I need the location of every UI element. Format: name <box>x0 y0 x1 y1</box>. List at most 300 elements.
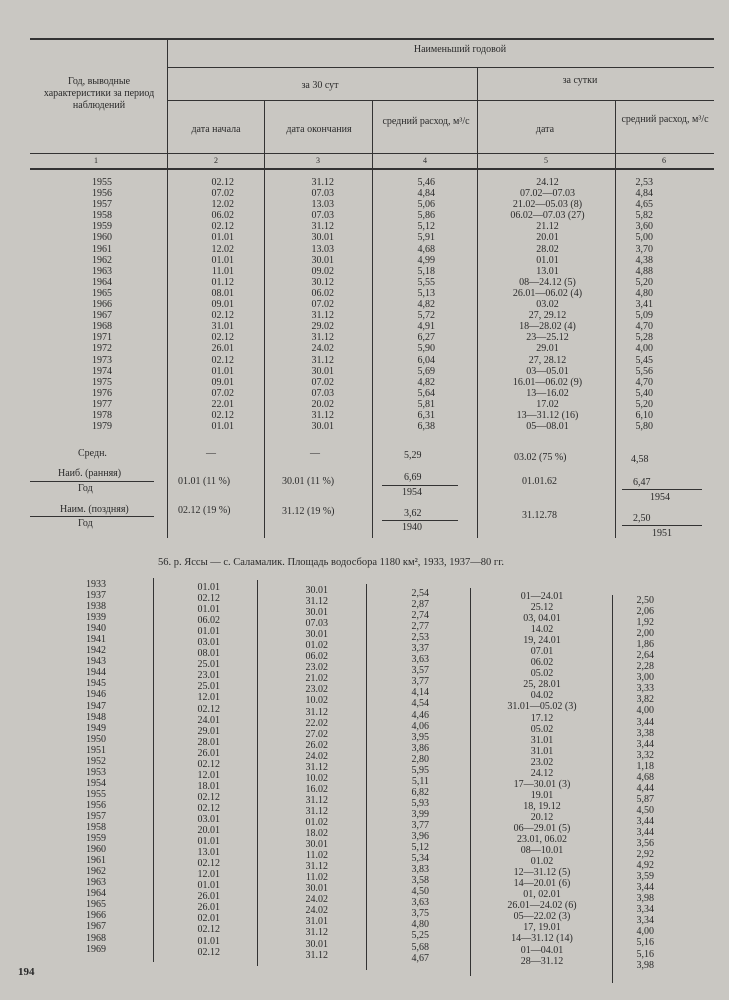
table-cell-day-date: 23.02 <box>530 756 554 768</box>
table-cell-q30: 5,18 <box>417 265 435 277</box>
max-qday: 6,47 <box>633 477 651 488</box>
table-cell-year: 1955 <box>86 788 106 800</box>
table2-day-dates <box>480 591 604 967</box>
col3-header: дата окончания <box>286 124 352 135</box>
table-cell-year: 1941 <box>86 634 106 646</box>
table-cell-q30: 5,93 <box>411 797 429 809</box>
table1-day-dates <box>490 177 605 432</box>
table-cell-qday: 4,92 <box>636 860 654 872</box>
table-cell-qday: 4,38 <box>635 254 653 266</box>
table-cell-start-date: 24.01 <box>197 714 220 726</box>
table-cell-start-date: 01.12 <box>211 276 234 288</box>
table-cell-end-date: 30.01 <box>305 607 328 619</box>
table-cell-start-date: 25.01 <box>197 659 220 671</box>
table-cell-end-date: 11.02 <box>305 850 328 862</box>
table-cell-q30: 2,53 <box>411 632 429 644</box>
table-cell-year: 1964 <box>92 276 112 288</box>
table-cell-day-date: 28—31.12 <box>520 955 564 967</box>
table-cell-day-date: 27, 28.12 <box>528 354 567 366</box>
table-cell-qday: 4,84 <box>635 188 653 200</box>
table-cell-q30: 5,12 <box>417 221 435 233</box>
table-cell-day-date: 12—31.12 (5) <box>513 867 571 879</box>
table-cell-day-date: 06.02 <box>530 657 554 669</box>
table-cell-year: 1967 <box>92 310 112 322</box>
table-cell-year: 1957 <box>92 199 112 211</box>
table-cell-year: 1965 <box>86 899 106 911</box>
table-cell-start-date: 02.12 <box>197 758 220 770</box>
table-cell-q30: 2,87 <box>411 599 429 611</box>
mean-dash-start: — <box>206 448 216 459</box>
table-cell-end-date: 30.01 <box>305 938 328 950</box>
table-cell-start-date: 03.01 <box>197 813 220 825</box>
table-cell-end-date: 10.02 <box>305 772 328 784</box>
table-cell-year: 1977 <box>92 398 112 410</box>
table-cell-day-date: 20.01 <box>536 232 559 244</box>
table-cell-qday: 5,09 <box>635 310 653 322</box>
table-cell-year: 1940 <box>86 623 106 635</box>
table-cell-qday: 2,50 <box>636 595 654 606</box>
table-cell-day-date: 24.12 <box>536 177 559 188</box>
table-cell-year: 1954 <box>86 777 106 789</box>
mean-day: 03.02 (75 %) <box>514 452 567 463</box>
table-cell-end-date: 31.12 <box>305 794 328 806</box>
table-cell-start-date: 07.02 <box>211 188 234 200</box>
table-cell-qday: 5,87 <box>636 793 654 805</box>
table-cell-year: 1939 <box>86 612 106 624</box>
index-3: 3 <box>316 156 320 165</box>
colhead-rule <box>168 100 714 101</box>
table-cell-start-date: 02.01 <box>197 913 220 925</box>
min-year-label: Год <box>78 518 93 529</box>
table-cell-q30: 2,74 <box>411 610 429 622</box>
table-cell-year: 1953 <box>86 766 106 778</box>
table-cell-year: 1951 <box>86 744 106 756</box>
table-cell-end-date: 31.12 <box>305 596 328 608</box>
table-cell-qday: 3,82 <box>636 694 654 706</box>
min-qday-rule <box>622 525 702 526</box>
table-cell-year: 1937 <box>86 590 106 602</box>
table-cell-year: 1978 <box>92 409 112 421</box>
table-cell-q30: 3,63 <box>411 654 429 666</box>
table-cell-year: 1960 <box>92 232 112 244</box>
table-cell-qday: 2,28 <box>636 661 654 673</box>
table-cell-q30: 5,81 <box>417 398 435 410</box>
table-cell-end-date: 07.03 <box>311 387 334 399</box>
min-label: Наим. (поздняя) <box>60 504 129 515</box>
table-cell-q30: 5,95 <box>411 764 429 776</box>
table-cell-start-date: 08.01 <box>197 648 220 660</box>
table-cell-end-date: 01.02 <box>305 640 328 652</box>
table-cell-start-date: 11.01 <box>211 265 234 277</box>
table-cell-end-date: 21.02 <box>305 673 328 685</box>
table-cell-q30: 4,67 <box>411 952 429 964</box>
table-cell-qday: 3,44 <box>636 826 654 838</box>
table-cell-q30: 3,75 <box>411 908 429 920</box>
table-cell-end-date: 07.02 <box>311 376 334 388</box>
table-cell-q30: 3,83 <box>411 864 429 876</box>
mean-dash-end: — <box>310 448 320 459</box>
table-cell-end-date: 07.02 <box>311 299 334 311</box>
table-cell-q30: 5,06 <box>417 199 435 211</box>
table1-qday <box>625 177 653 432</box>
table-cell-start-date: 02.12 <box>197 858 220 870</box>
table-cell-day-date: 23.01, 06.02 <box>517 834 567 846</box>
table-cell-year: 1966 <box>92 299 112 311</box>
table-cell-start-date: 01.01 <box>197 604 220 616</box>
max-year-q30: 1954 <box>402 487 422 498</box>
table-cell-end-date: 24.02 <box>305 750 328 762</box>
table-cell-qday: 4,70 <box>635 321 653 333</box>
table-cell-qday: 4,00 <box>636 705 654 717</box>
table-cell-day-date: 29.01 <box>536 343 559 355</box>
table-cell-year: 1963 <box>86 877 106 889</box>
mean-label: Средн. <box>78 448 107 459</box>
table-cell-start-date: 01.01 <box>211 232 234 244</box>
table-cell-qday: 6,10 <box>635 409 653 421</box>
table2-years <box>64 579 106 955</box>
max-start: 01.01 (11 %) <box>178 476 231 487</box>
col5-header: дата <box>535 124 555 135</box>
table-cell-start-date: 01.01 <box>211 365 234 377</box>
table-cell-year: 1969 <box>86 943 106 955</box>
table-cell-year: 1956 <box>86 799 106 811</box>
table-cell-start-date: 26.01 <box>197 891 220 903</box>
max-label-rule <box>30 481 154 482</box>
table-cell-start-date: 28.01 <box>197 736 220 748</box>
table-cell-end-date: 30.01 <box>305 585 328 596</box>
max-q30: 6,69 <box>404 472 422 483</box>
table-cell-start-date: 26.01 <box>197 747 220 759</box>
table-cell-q30: 5,69 <box>417 365 435 377</box>
table-cell-q30: 5,25 <box>411 930 429 942</box>
table-cell-year: 1943 <box>86 656 106 668</box>
table-cell-qday: 3,34 <box>636 904 654 916</box>
table-cell-q30: 5,55 <box>417 276 435 288</box>
table-cell-qday: 1,86 <box>636 639 654 651</box>
table-cell-day-date: 06.02—07.03 (27) <box>510 210 585 222</box>
table-cell-year: 1950 <box>86 733 106 745</box>
table-cell-q30: 3,58 <box>411 875 429 887</box>
index-2: 2 <box>214 156 218 165</box>
table-cell-start-date: 12.02 <box>211 199 234 211</box>
table1-years <box>70 177 112 432</box>
table-cell-q30: 5,72 <box>417 310 435 322</box>
table-cell-qday: 5,20 <box>635 276 653 288</box>
table-cell-start-date: 02.12 <box>211 221 234 233</box>
col2-header: дата начала <box>191 124 241 135</box>
table-cell-qday: 3,44 <box>636 716 654 728</box>
table-cell-year: 1942 <box>86 645 106 657</box>
table-cell-end-date: 30.01 <box>311 232 334 244</box>
table-cell-year: 1979 <box>92 421 112 433</box>
table-cell-start-date: 12.01 <box>197 769 220 781</box>
table-cell-qday: 4,00 <box>635 343 653 355</box>
table-cell-qday: 3,32 <box>636 749 654 761</box>
table-cell-qday: 3,44 <box>636 738 654 750</box>
table-cell-qday: 2,53 <box>635 177 653 188</box>
table-cell-q30: 4,99 <box>417 254 435 266</box>
table-cell-qday: 5,16 <box>636 937 654 949</box>
table-cell-end-date: 30.01 <box>305 839 328 851</box>
table-cell-qday: 5,40 <box>635 387 653 399</box>
table-cell-qday: 3,98 <box>636 893 654 905</box>
table-cell-start-date: 25.01 <box>197 681 220 693</box>
table-cell-q30: 3,57 <box>411 665 429 677</box>
table-cell-day-date: 01—04.01 <box>520 944 564 956</box>
table-cell-day-date: 23—25.12 <box>526 332 569 344</box>
table-cell-end-date: 07.03 <box>305 618 328 630</box>
table-cell-day-date: 18, 19.12 <box>523 800 561 812</box>
table-cell-year: 1976 <box>92 387 112 399</box>
table-cell-end-date: 06.02 <box>305 651 328 663</box>
table-cell-day-date: 19.01 <box>530 789 554 801</box>
table-cell-end-date: 31.12 <box>305 927 328 939</box>
table-cell-start-date: 01.01 <box>197 880 220 892</box>
table-cell-start-date: 12.01 <box>197 692 220 704</box>
table-cell-end-date: 24.02 <box>311 343 334 355</box>
table-cell-end-date: 31.12 <box>305 861 328 873</box>
table-cell-qday: 4,65 <box>635 199 653 211</box>
station-caption: 56. р. Яссы — с. Саламалик. Площадь водосбора 1180 км², 1933, 1937—80 гг. <box>158 557 504 568</box>
table-cell-end-date: 31.12 <box>305 805 328 817</box>
table-cell-end-date: 22.02 <box>305 717 328 729</box>
table-cell-day-date: 04.02 <box>530 690 554 702</box>
table-cell-start-date: 02.12 <box>197 946 220 958</box>
table-cell-start-date: 12.01 <box>197 869 220 881</box>
table-cell-day-date: 19, 24.01 <box>523 635 561 647</box>
table-cell-day-date: 17—30.01 (3) <box>513 778 571 790</box>
mean-q30: 5,29 <box>404 450 422 461</box>
table-cell-q30: 2,77 <box>411 621 429 633</box>
table-cell-end-date: 26.02 <box>305 739 328 751</box>
min-qday: 2,50 <box>633 513 651 524</box>
table-cell-start-date: 02.12 <box>211 310 234 322</box>
table-cell-day-date: 14—31.12 (14) <box>511 933 573 945</box>
table-cell-end-date: 20.02 <box>311 398 334 410</box>
table-cell-q30: 5,64 <box>417 387 435 399</box>
table-cell-end-date: 30.12 <box>311 276 334 288</box>
table-cell-qday: 3,33 <box>636 683 654 695</box>
table-cell-year: 1968 <box>86 932 106 944</box>
table-cell-q30: 5,86 <box>417 210 435 222</box>
table-cell-day-date: 13—16.02 <box>526 387 569 399</box>
table-cell-end-date: 27.02 <box>305 728 328 740</box>
table-cell-end-date: 24.02 <box>305 905 328 917</box>
table-cell-q30: 6,27 <box>417 332 435 344</box>
table-cell-start-date: 18.01 <box>197 780 220 792</box>
table-cell-start-date: 06.02 <box>197 615 220 627</box>
table-cell-year: 1946 <box>86 689 106 701</box>
table-cell-end-date: 07.03 <box>311 210 334 222</box>
table-cell-start-date: 26.01 <box>211 343 234 355</box>
table-cell-day-date: 03, 04.01 <box>523 613 561 625</box>
table-cell-end-date: 18.02 <box>305 828 328 840</box>
table-cell-day-date: 24.12 <box>530 767 554 779</box>
index-5: 5 <box>544 156 548 165</box>
table-cell-start-date: 31.01 <box>211 321 234 333</box>
table-cell-q30: 3,77 <box>411 819 429 831</box>
table-cell-day-date: 25, 28.01 <box>523 679 561 691</box>
table-cell-end-date: 23.02 <box>305 684 328 696</box>
table-cell-q30: 5,68 <box>411 941 429 953</box>
table-cell-q30: 4,46 <box>411 709 429 721</box>
table-cell-start-date: 02.12 <box>211 332 234 344</box>
table-cell-start-date: 02.12 <box>211 354 234 366</box>
table-cell-q30: 4,06 <box>411 720 429 732</box>
table-cell-qday: 3,34 <box>636 915 654 927</box>
min-year-day: 1951 <box>652 528 672 539</box>
max-end: 30.01 (11 %) <box>282 476 335 487</box>
table-cell-end-date: 31.12 <box>305 949 328 961</box>
table-cell-day-date: 31.01—05.02 (3) <box>507 701 577 713</box>
table-cell-day-date: 13.01 <box>536 265 559 277</box>
table-cell-qday: 5,80 <box>635 421 653 433</box>
table-cell-year: 1966 <box>86 910 106 922</box>
table-cell-day-date: 01, 02.01 <box>523 889 561 901</box>
table-cell-year: 1964 <box>86 888 106 900</box>
table-cell-q30: 4,91 <box>417 321 435 333</box>
table-cell-day-date: 31.01 <box>530 745 554 757</box>
table-cell-start-date: 01.01 <box>197 836 220 848</box>
table2-qday <box>620 595 654 971</box>
table-cell-day-date: 17.02 <box>536 398 559 410</box>
table-cell-day-date: 28.02 <box>536 243 559 255</box>
table-cell-start-date: 02.12 <box>197 802 220 814</box>
table-cell-qday: 4,68 <box>636 771 654 783</box>
table-cell-qday: 4,80 <box>635 287 653 299</box>
table-cell-end-date: 31.12 <box>311 354 334 366</box>
table-cell-day-date: 17.12 <box>530 712 554 724</box>
table-cell-q30: 3,37 <box>411 643 429 655</box>
table-cell-year: 1947 <box>86 700 106 712</box>
table-cell-qday: 3,38 <box>636 727 654 739</box>
table-cell-qday: 2,92 <box>636 849 654 861</box>
table-cell-day-date: 05.02 <box>530 668 554 680</box>
table-cell-start-date: 03.01 <box>197 637 220 649</box>
table-cell-q30: 3,96 <box>411 831 429 843</box>
table-cell-year: 1968 <box>92 321 112 333</box>
table-cell-end-date: 01.02 <box>305 816 328 828</box>
table-cell-q30: 4,80 <box>411 919 429 931</box>
table-cell-end-date: 31.12 <box>305 706 328 718</box>
table-cell-year: 1962 <box>92 254 112 266</box>
group-title: Наименьший годовой <box>413 44 507 55</box>
table-cell-year: 1960 <box>86 844 106 856</box>
table2-start-dates <box>172 582 220 958</box>
table-cell-end-date: 30.01 <box>305 629 328 641</box>
table-cell-q30: 5,11 <box>411 775 429 787</box>
table-cell-q30: 5,46 <box>417 177 435 188</box>
vrule-1 <box>167 38 168 538</box>
top-rule <box>30 38 714 40</box>
table-cell-day-date: 21.02—05.03 (8) <box>512 199 583 211</box>
table-cell-qday: 4,88 <box>635 265 653 277</box>
table-cell-year: 1944 <box>86 667 106 679</box>
table-cell-year: 1948 <box>86 711 106 723</box>
table-cell-end-date: 24.02 <box>305 894 328 906</box>
table-cell-qday: 5,20 <box>635 398 653 410</box>
table-cell-start-date: 22.01 <box>211 398 234 410</box>
table-cell-q30: 5,90 <box>417 343 435 355</box>
table-cell-start-date: 12.02 <box>211 243 234 255</box>
table-cell-year: 1938 <box>86 601 106 613</box>
table-cell-qday: 3,98 <box>636 959 654 971</box>
table-cell-day-date: 17, 19.01 <box>523 922 561 934</box>
min-label-rule <box>30 516 154 517</box>
t2-vrule-3 <box>366 584 367 970</box>
table-cell-qday: 1,18 <box>636 760 654 772</box>
table-cell-year: 1959 <box>92 221 112 233</box>
table-cell-end-date: 10.02 <box>305 695 328 707</box>
table-cell-q30: 4,54 <box>411 698 429 710</box>
table-cell-end-date: 30.01 <box>305 883 328 895</box>
table-cell-end-date: 31.12 <box>311 332 334 344</box>
min-q30-rule <box>382 520 458 521</box>
table-cell-qday: 4,50 <box>636 804 654 816</box>
table-cell-qday: 3,70 <box>635 243 653 255</box>
table-cell-start-date: 02.12 <box>211 409 234 421</box>
table-cell-qday: 2,64 <box>636 650 654 662</box>
table-cell-day-date: 14.02 <box>530 624 554 636</box>
table-cell-q30: 4,82 <box>417 376 435 388</box>
table-cell-end-date: 16.02 <box>305 783 328 795</box>
table-cell-start-date: 02.12 <box>197 791 220 803</box>
table-cell-year: 1962 <box>86 866 106 878</box>
table-cell-end-date: 09.02 <box>311 265 334 277</box>
table-cell-day-date: 05—22.02 (3) <box>513 911 571 923</box>
table-cell-q30: 2,80 <box>411 753 429 765</box>
subhead-30-days: за 30 сут <box>301 80 339 91</box>
col1-header: Год, выводные характеристики за период наблюдений <box>43 76 155 111</box>
subhead-rule <box>168 67 714 68</box>
table-cell-year: 1952 <box>86 755 106 767</box>
col6-header: средний расход, м³/с <box>621 114 709 125</box>
table-cell-year: 1945 <box>86 678 106 690</box>
table-cell-year: 1967 <box>86 921 106 933</box>
table-cell-end-date: 30.01 <box>311 365 334 377</box>
table-cell-start-date: 02.12 <box>197 924 220 936</box>
table-cell-day-date: 03.02 <box>536 299 559 311</box>
table-cell-q30: 5,13 <box>417 287 435 299</box>
table-cell-qday: 3,44 <box>636 815 654 827</box>
table-cell-year: 1955 <box>92 177 112 188</box>
table-cell-start-date: 29.01 <box>197 725 220 737</box>
index-6: 6 <box>662 156 666 165</box>
min-start: 02.12 (19 %) <box>178 505 231 516</box>
index-4: 4 <box>423 156 427 165</box>
table-cell-q30: 5,91 <box>417 232 435 244</box>
table-cell-day-date: 27, 29.12 <box>528 310 567 322</box>
table-cell-q30: 6,38 <box>417 421 435 433</box>
table-cell-year: 1961 <box>92 243 112 255</box>
table-cell-q30: 3,95 <box>411 731 429 743</box>
table-cell-year: 1958 <box>92 210 112 222</box>
subhead-day: за сутки <box>562 75 598 86</box>
table-cell-start-date: 09.01 <box>211 376 234 388</box>
table-cell-day-date: 01—24.01 <box>520 591 564 602</box>
page-number: 194 <box>18 966 35 978</box>
t2-vrule-5 <box>612 595 613 983</box>
table-cell-end-date: 31.12 <box>311 177 334 188</box>
table-cell-q30: 4,82 <box>417 299 435 311</box>
table-cell-start-date: 01.01 <box>211 421 234 433</box>
table-cell-day-date: 26.01—24.02 (6) <box>507 900 577 912</box>
table-cell-end-date: 31.01 <box>305 916 328 928</box>
table-cell-year: 1958 <box>86 822 106 834</box>
table-cell-day-date: 05.02 <box>530 723 554 735</box>
table2-q30 <box>385 588 429 964</box>
vrule-2 <box>264 100 265 538</box>
